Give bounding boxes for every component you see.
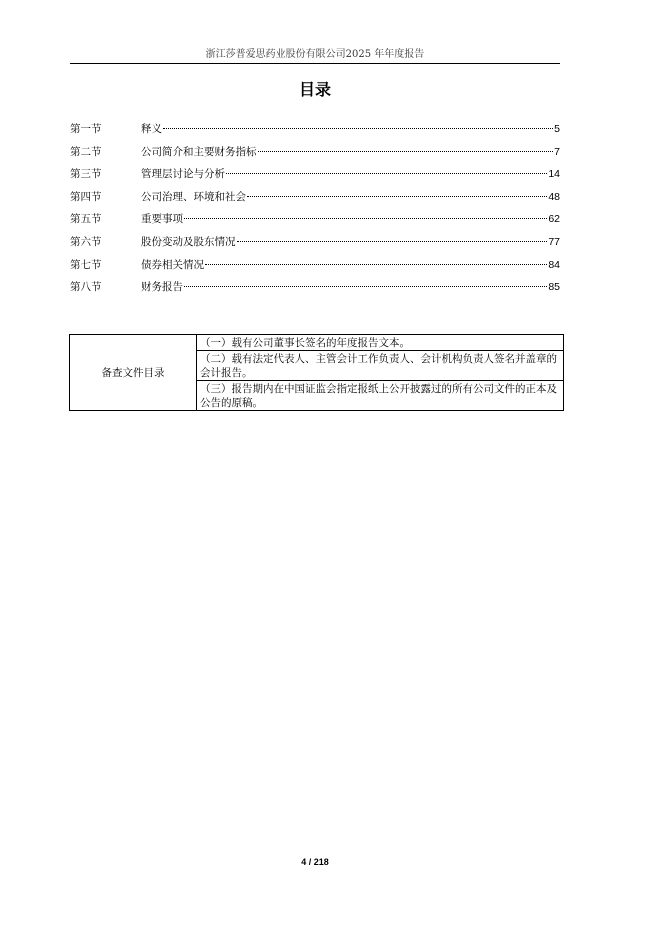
toc-section-number: 第七节 [70, 258, 102, 271]
toc-section-name: 管理层讨论与分析 [141, 168, 225, 181]
toc-item-7[interactable] [70, 254, 560, 277]
table-row [70, 335, 564, 351]
toc-leader-dots [163, 128, 553, 129]
toc-section-name: 释义 [141, 123, 162, 135]
reference-documents-label: 备查文件目录 [70, 335, 197, 411]
toc-section-number: 第二节 [70, 145, 102, 158]
toc-section-number: 第五节 [70, 213, 102, 226]
toc-item-4[interactable] [70, 186, 560, 209]
toc-section-number: 第三节 [70, 168, 102, 181]
toc-section-name: 债券相关情况 [141, 258, 204, 271]
toc-leader-dots [237, 241, 548, 242]
toc-section-number: 第六节 [70, 235, 102, 248]
header-divider [70, 63, 560, 64]
reference-document-item: （一）载有公司董事长签名的年度报告文本。 [197, 335, 564, 351]
toc-section-number: 第四节 [70, 190, 102, 203]
toc-section-name: 公司简介和主要财务指标 [141, 145, 257, 158]
toc-leader-dots [184, 218, 547, 219]
toc-page-number: 77 [548, 235, 560, 248]
toc-page-number: 84 [548, 258, 560, 271]
toc-page-number: 5 [554, 123, 560, 135]
toc-item-5[interactable] [70, 208, 560, 231]
toc-item-8[interactable] [70, 276, 560, 299]
toc-page-number: 14 [548, 168, 560, 181]
toc-item-1[interactable] [70, 118, 560, 141]
toc-page-number: 62 [548, 213, 560, 226]
toc-section-name: 股份变动及股东情况 [141, 235, 236, 248]
toc-leader-dots [226, 173, 547, 174]
reference-documents-table [69, 334, 564, 411]
toc-leader-dots [184, 286, 547, 287]
toc-page-number: 7 [554, 145, 560, 158]
toc-leader-dots [258, 151, 554, 152]
toc-title: 目录 [298, 80, 331, 99]
toc-leader-dots [205, 264, 547, 265]
toc-section-name: 财务报告 [141, 281, 183, 294]
toc-page-number: 48 [548, 190, 560, 203]
page-header: 浙江莎普爱思药业股份有限公司2025 年年度报告 [205, 49, 425, 60]
toc-page-number: 85 [548, 281, 560, 294]
reference-document-item: （三）报告期内在中国证监会指定报纸上公开披露过的所有公司文件的正本及公告的原稿。 [197, 381, 564, 411]
table-of-contents [70, 118, 560, 299]
reference-document-item: （二）载有法定代表人、主管会计工作负责人、会计机构负责人签名并盖章的会计报告。 [197, 351, 564, 381]
toc-section-name: 重要事项 [141, 213, 183, 226]
toc-item-2[interactable] [70, 141, 560, 164]
toc-section-name: 公司治理、环境和社会 [141, 190, 246, 203]
toc-leader-dots [247, 196, 547, 197]
toc-section-number: 第一节 [70, 123, 102, 135]
toc-item-3[interactable] [70, 163, 560, 186]
toc-item-6[interactable] [70, 231, 560, 254]
toc-section-number: 第八节 [70, 281, 102, 294]
page-number-footer: 4 / 218 [301, 857, 329, 867]
